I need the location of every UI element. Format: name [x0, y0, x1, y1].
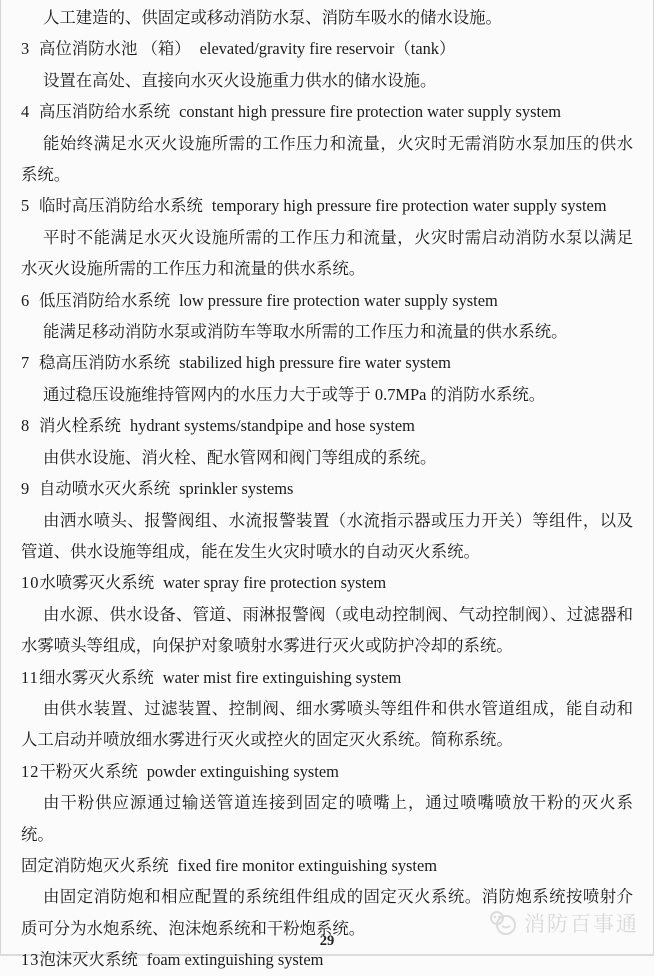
term-line	[21, 33, 633, 64]
glossary-entry	[21, 347, 633, 410]
term-chinese: 水喷雾灭火系统	[39, 573, 155, 593]
definition: 能始终满足水灭火设施所需的工作压力和流量，火灾时无需消防水泵加压的供水系统。	[21, 133, 633, 185]
term-line	[21, 473, 633, 504]
term-chinese: 低压消防给水系统	[39, 290, 171, 310]
entry-number: 5	[21, 196, 31, 216]
definition: 由供水装置、过滤装置、控制阀、细水雾喷头等组件和供水管道组成，能自动和人工启动并喷放细水雾进行灭火或控火的固定灭火系统。简称系统。	[21, 698, 633, 750]
term-chinese: 固定消防炮灭火系统	[21, 855, 169, 875]
entry-number: 10	[21, 573, 40, 593]
term-line	[21, 756, 633, 787]
definition: 平时不能满足水灭火设施所需的工作压力和流量，火灾时需启动消防水泵以满足水灭火设施所需的工作压力和流量的供水系统。	[21, 227, 633, 279]
entry-number: 12	[21, 761, 40, 781]
entry-number: 3	[21, 39, 31, 59]
entry-number: 11	[21, 667, 39, 687]
term-line	[21, 347, 633, 378]
entry-number: 6	[21, 290, 31, 310]
continuation-paragraph: 人工建造的、供固定或移动消防水泵、消防车吸水的储水设施。	[43, 8, 502, 27]
entry-number: 4	[21, 102, 31, 122]
term-chinese: 高压消防给水系统	[39, 102, 171, 122]
term-line	[21, 850, 633, 881]
watermark	[488, 908, 639, 938]
term-chinese: 细水雾灭火系统	[39, 667, 154, 687]
definition: 由干粉供应源通过输送管道连接到固定的喷嘴上，通过喷嘴喷放干粉的灭火系统。	[21, 793, 633, 844]
glossary-entry	[21, 33, 633, 96]
definition: 通过稳压设施维持管网内的水压力大于或等于 0.7MPa 的消防水系统。	[43, 384, 546, 404]
term-english: constant high pressure fire protection water supply system	[179, 102, 562, 122]
term-line	[21, 567, 633, 598]
watermark-label: 消防百事通	[524, 912, 639, 936]
term-english: temporary high pressure fire protection water supply system	[211, 196, 607, 216]
glossary-entry	[21, 190, 633, 284]
term-line	[21, 190, 633, 221]
term-chinese: 干粉灭火系统	[39, 761, 138, 781]
term-line	[21, 96, 633, 127]
term-english: foam extinguishing system	[146, 950, 324, 970]
glossary-entry	[21, 410, 633, 473]
definition: 设置在高处、直接向水灭火设施重力供水的储水设施。	[43, 70, 437, 90]
term-chinese: 自动喷水灭火系统	[39, 479, 171, 499]
entry-number: 9	[21, 479, 31, 499]
term-chinese: 临时高压消防给水系统	[39, 196, 203, 216]
term-english: elevated/gravity fire reservoir（tank）	[199, 39, 456, 59]
term-english: sprinkler systems	[179, 479, 294, 499]
term-chinese: 消火栓系统	[39, 416, 121, 436]
glossary-entry	[21, 756, 633, 850]
definition: 能满足移动消防水泵或消防车等取水所需的工作压力和流量的供水系统。	[43, 322, 568, 342]
term-english: hydrant systems/standpipe and hose system	[129, 416, 415, 436]
glossary-entry	[21, 96, 633, 190]
glossary-entry	[21, 473, 633, 567]
chat-face-logo-icon	[488, 910, 518, 936]
definition: 由洒水喷头、报警阀组、水流报警装置（水流指示器或压力开关）等组件，以及管道、供水设施等组成，能在发生火灾时喷水的自动灭火系统。	[21, 510, 633, 561]
term-english: stabilized high pressure fire water system	[179, 353, 451, 373]
page-number: 29	[319, 933, 335, 949]
term-english: low pressure fire protection water supply system	[179, 290, 498, 310]
entry-number: 7	[21, 353, 31, 373]
term-chinese: 高位消防水池 （箱）	[39, 39, 191, 59]
entry-number: 8	[21, 416, 31, 436]
term-line	[21, 662, 633, 693]
term-english: fixed fire monitor extinguishing system	[177, 855, 437, 875]
glossary-entry	[21, 662, 633, 756]
definition: 由供水设施、消火栓、配水管网和阀门等组成的系统。	[43, 447, 437, 467]
term-english: water spray fire protection system	[163, 573, 387, 593]
definition: 由水源、供水设备、管道、雨淋报警阀（或电动控制阀、气动控制阀）、过滤器和水雾喷头等组成，向保护对象喷射水雾进行灭火或防护冷却的系统。	[21, 604, 633, 656]
term-chinese: 稳高压消防水系统	[39, 353, 171, 373]
term-line	[21, 285, 633, 316]
term-line	[21, 410, 633, 441]
entry-number: 13	[21, 950, 40, 970]
definition: 由固定消防炮和相应配置的系统组件组成的固定灭火系统。消防炮系统按喷射介质可分为水炮系统、泡沫炮系统和干粉炮系统。	[21, 887, 633, 938]
term-chinese: 泡沫灭火系统	[39, 950, 138, 970]
glossary-entry	[21, 567, 633, 661]
term-english: water mist fire extinguishing system	[162, 667, 402, 687]
term-english: powder extinguishing system	[146, 761, 339, 781]
glossary-entry	[21, 285, 633, 348]
glossary-text	[21, 2, 633, 976]
